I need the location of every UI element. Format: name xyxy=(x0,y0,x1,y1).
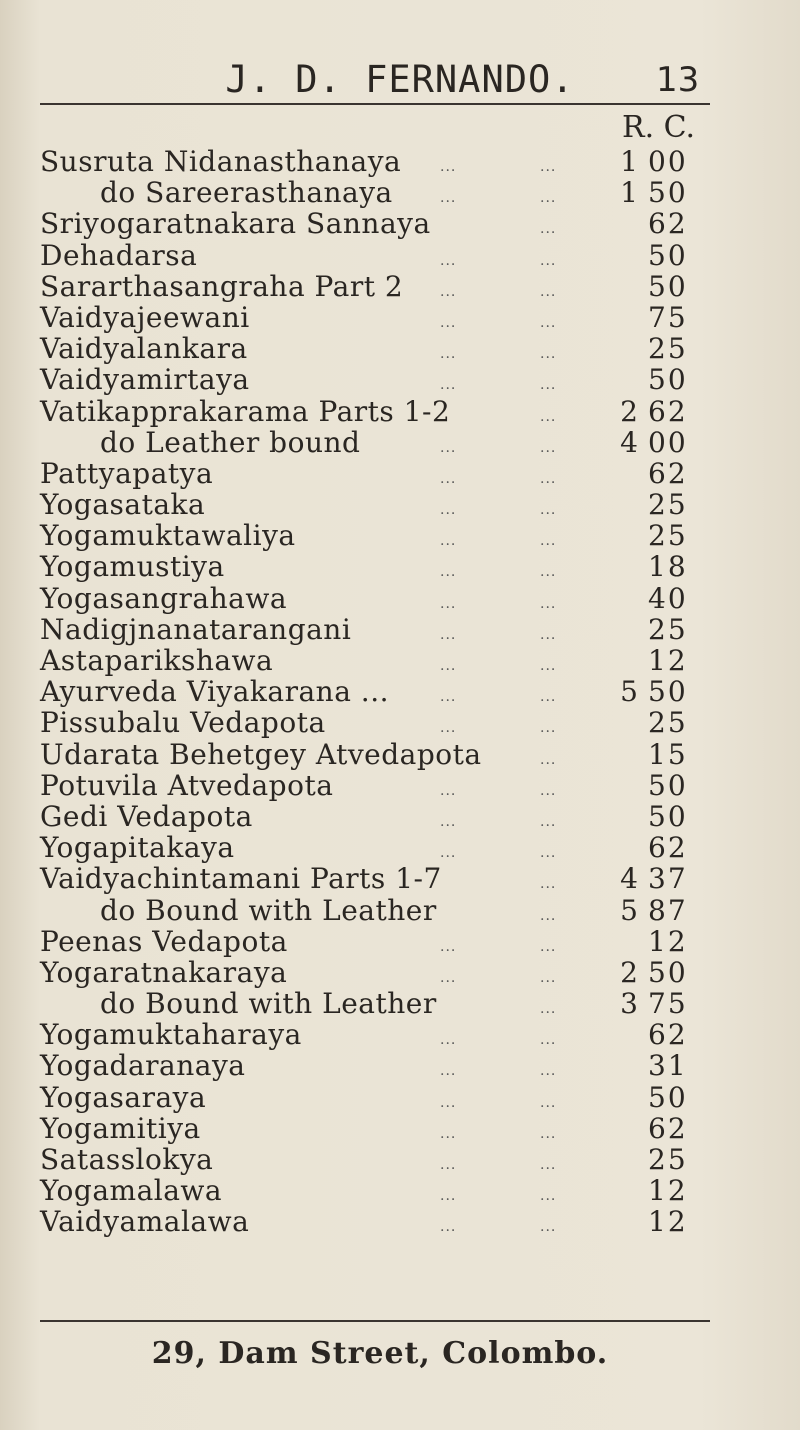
book-title: Yogasaraya xyxy=(40,1080,207,1114)
leader-dots: ... xyxy=(540,813,557,830)
price-rupees: 4 xyxy=(620,862,638,896)
leader-dots: ... xyxy=(540,377,557,394)
price-cents: 50 xyxy=(648,269,688,303)
price-list-row xyxy=(0,457,800,488)
price-list-row xyxy=(0,894,800,925)
price-rupees: 4 xyxy=(620,425,638,459)
page-header-title: J. D. FERNANDO. xyxy=(225,58,575,101)
price-cents: 50 xyxy=(648,176,688,210)
leader-dots: ... xyxy=(540,470,557,487)
leader-dots: ... xyxy=(440,938,457,955)
price-list-row xyxy=(0,145,800,176)
leader-dots: ... xyxy=(540,283,557,300)
leader-dots: ... xyxy=(440,1125,457,1142)
book-title: Vaidyachintamani Parts 1-7 xyxy=(40,862,442,896)
price-cents: 50 xyxy=(648,768,688,802)
price-cents: 40 xyxy=(648,581,688,615)
book-title: do Sareerasthanaya xyxy=(100,176,393,210)
book-title: Yogamustiya xyxy=(40,550,225,584)
price-cents: 37 xyxy=(648,862,688,896)
price-cents: 62 xyxy=(648,1018,688,1052)
leader-dots: ... xyxy=(540,1188,557,1205)
price-list-row xyxy=(0,270,800,301)
price-list-row xyxy=(0,1049,800,1083)
book-title: Vaidyalankara xyxy=(40,332,248,366)
price-list-row xyxy=(0,301,800,332)
leader-dots: ... xyxy=(440,533,457,550)
book-title: Nadigjnanatarangani xyxy=(40,612,352,646)
leader-dots: ... xyxy=(440,658,457,674)
leader-dots: ... xyxy=(540,1094,557,1111)
leader-dots: ... xyxy=(440,190,457,207)
leader-dots: ... xyxy=(540,782,557,799)
leader-dots: ... xyxy=(540,252,557,269)
price-list-row xyxy=(0,769,800,800)
leader-dots: ... xyxy=(440,439,457,456)
leader-dots: ... xyxy=(540,626,557,643)
leader-dots: ... xyxy=(440,720,457,737)
price-list-row xyxy=(0,987,800,1021)
leader-dots: ... xyxy=(440,595,457,612)
price-list-row xyxy=(0,862,800,896)
book-title: Dehadarsa xyxy=(40,238,198,272)
leader-dots: ... xyxy=(440,283,457,300)
book-title: Yogasataka xyxy=(40,488,206,522)
price-list-row xyxy=(0,644,800,675)
price-list-row xyxy=(0,1143,800,1174)
leader-dots: ... xyxy=(540,1125,557,1142)
price-list-row xyxy=(0,800,800,831)
leader-dots: ... xyxy=(440,314,457,331)
price-cents: 31 xyxy=(648,1049,688,1083)
price-cents: 62 xyxy=(648,394,688,428)
leader-dots: ... xyxy=(540,751,557,768)
top-rule-divider xyxy=(40,103,710,105)
price-cents: 12 xyxy=(648,924,688,958)
book-title: Ayurveda Viyakarana ... xyxy=(40,675,389,709)
price-rupees: 2 xyxy=(620,955,638,989)
price-list-row xyxy=(0,1081,800,1112)
leader-dots: ... xyxy=(540,720,557,737)
currency-column-heading: R. C. xyxy=(622,110,696,145)
leader-dots: ... xyxy=(440,470,457,487)
book-title: Yogamitiya xyxy=(40,1111,201,1145)
price-cents: 75 xyxy=(648,987,688,1021)
price-list-row xyxy=(0,706,800,740)
leader-dots: ... xyxy=(440,252,457,269)
price-cents: 50 xyxy=(648,363,688,397)
price-cents: 87 xyxy=(648,893,688,927)
book-title: Pattyapatya xyxy=(40,456,214,490)
leader-dots: ... xyxy=(540,533,557,550)
price-cents: 18 xyxy=(648,550,688,584)
leader-dots: ... xyxy=(540,845,557,862)
leader-dots: ... xyxy=(540,502,557,519)
leader-dots: ... xyxy=(440,346,457,363)
book-title: Yogamalawa xyxy=(40,1174,223,1208)
price-cents: 62 xyxy=(648,831,688,865)
book-title: Udarata Behetgey Atvedapota xyxy=(40,737,482,771)
price-cents: 50 xyxy=(648,238,688,272)
price-rupees: 5 xyxy=(620,893,638,927)
book-title: Yogamuktaharaya xyxy=(40,1018,302,1052)
price-list-row xyxy=(0,519,800,553)
price-rupees: 1 xyxy=(620,176,638,210)
leader-dots: ... xyxy=(540,595,557,612)
book-title: do Bound with Leather xyxy=(100,987,437,1021)
leader-dots: ... xyxy=(440,1157,457,1173)
book-title: Vatikapprakarama Parts 1-2 xyxy=(40,394,451,428)
leader-dots: ... xyxy=(440,377,457,394)
leader-dots: ... xyxy=(540,190,557,207)
price-list-row xyxy=(0,239,800,270)
price-list-row xyxy=(0,363,800,397)
leader-dots: ... xyxy=(440,1063,457,1080)
leader-dots: ... xyxy=(440,626,457,643)
book-title: Yogapitakaya xyxy=(40,831,235,865)
leader-dots: ... xyxy=(440,1032,457,1049)
price-cents: 12 xyxy=(648,1174,688,1208)
leader-dots: ... xyxy=(540,346,557,363)
leader-dots: ... xyxy=(540,969,557,986)
price-list-row xyxy=(0,1205,800,1239)
book-title: Sararthasangraha Part 2 xyxy=(40,269,404,303)
price-rupees: 3 xyxy=(620,987,638,1021)
bottom-rule-divider xyxy=(40,1320,710,1322)
price-list-row xyxy=(0,613,800,644)
book-title: Gedi Vedapota xyxy=(40,799,253,833)
price-list xyxy=(0,145,800,1237)
price-cents: 00 xyxy=(648,145,688,178)
leader-dots: ... xyxy=(540,408,557,425)
price-list-row xyxy=(0,738,800,769)
price-list-row xyxy=(0,1174,800,1208)
price-rupees: 5 xyxy=(620,675,638,709)
leader-dots: ... xyxy=(540,221,557,238)
leader-dots: ... xyxy=(440,845,457,862)
leader-dots: ... xyxy=(540,658,557,674)
price-list-row xyxy=(0,395,800,426)
price-cents: 62 xyxy=(648,1111,688,1145)
leader-dots: ... xyxy=(540,1001,557,1018)
leader-dots: ... xyxy=(440,1219,457,1236)
price-list-row xyxy=(0,1112,800,1143)
book-title: Vaidyamalawa xyxy=(40,1205,250,1239)
price-cents: 62 xyxy=(648,456,688,490)
price-cents: 75 xyxy=(648,300,688,334)
leader-dots: ... xyxy=(440,689,457,706)
leader-dots: ... xyxy=(440,502,457,519)
leader-dots: ... xyxy=(540,938,557,955)
price-cents: 12 xyxy=(648,1205,688,1239)
book-title: Potuvila Atvedapota xyxy=(40,768,334,802)
book-title: Peenas Vedapota xyxy=(40,924,288,958)
leader-dots: ... xyxy=(540,689,557,706)
price-cents: 50 xyxy=(648,955,688,989)
price-list-row xyxy=(0,488,800,522)
price-list-row xyxy=(0,207,800,241)
price-rupees: 1 xyxy=(620,145,638,178)
price-cents: 12 xyxy=(648,644,688,677)
price-cents: 25 xyxy=(648,1143,688,1176)
leader-dots: ... xyxy=(540,1157,557,1173)
price-cents: 50 xyxy=(648,675,688,709)
leader-dots: ... xyxy=(440,159,457,175)
leader-dots: ... xyxy=(540,314,557,331)
price-cents: 15 xyxy=(648,737,688,771)
book-title: Yogaratnakaraya xyxy=(40,955,288,989)
leader-dots: ... xyxy=(540,564,557,581)
price-list-row xyxy=(0,582,800,613)
leader-dots: ... xyxy=(540,907,557,924)
book-title: do Leather bound xyxy=(100,425,361,459)
price-cents: 25 xyxy=(648,706,688,740)
price-cents: 25 xyxy=(648,519,688,553)
price-list-row xyxy=(0,176,800,210)
price-cents: 25 xyxy=(648,332,688,366)
price-cents: 50 xyxy=(648,1080,688,1114)
leader-dots: ... xyxy=(540,1032,557,1049)
book-title: Yogadaranaya xyxy=(40,1049,246,1083)
price-cents: 62 xyxy=(648,207,688,241)
book-title: Sriyogaratnakara Sannaya xyxy=(40,207,431,241)
leader-dots: ... xyxy=(540,1063,557,1080)
book-title: Satasslokya xyxy=(40,1143,214,1176)
book-title: Astaparikshawa xyxy=(40,644,274,677)
price-list-row xyxy=(0,675,800,709)
leader-dots: ... xyxy=(440,969,457,986)
book-title: Vaidyamirtaya xyxy=(40,363,250,397)
leader-dots: ... xyxy=(440,782,457,799)
book-title: Yogamuktawaliya xyxy=(40,519,296,553)
leader-dots: ... xyxy=(440,1094,457,1111)
price-list-row xyxy=(0,956,800,987)
price-cents: 25 xyxy=(648,488,688,522)
price-cents: 25 xyxy=(648,612,688,646)
price-list-row xyxy=(0,831,800,865)
footer-address: 29, Dam Street, Colombo. xyxy=(151,1336,609,1371)
leader-dots: ... xyxy=(540,159,557,175)
leader-dots: ... xyxy=(440,564,457,581)
book-title: do Bound with Leather xyxy=(100,893,437,927)
leader-dots: ... xyxy=(540,1219,557,1236)
leader-dots: ... xyxy=(440,813,457,830)
price-list-row xyxy=(0,1018,800,1052)
price-rupees: 2 xyxy=(620,394,638,428)
price-cents: 50 xyxy=(648,799,688,833)
price-list-row xyxy=(0,925,800,956)
book-title: Susruta Nidanasthanaya xyxy=(40,145,402,178)
price-cents: 00 xyxy=(648,425,688,459)
leader-dots: ... xyxy=(540,876,557,893)
price-list-row xyxy=(0,332,800,366)
book-title: Pissubalu Vedapota xyxy=(40,706,326,740)
book-title: Yogasangrahawa xyxy=(40,581,288,615)
leader-dots: ... xyxy=(540,439,557,456)
leader-dots: ... xyxy=(440,1188,457,1205)
page-number: 13 xyxy=(656,60,700,100)
price-list-row xyxy=(0,426,800,457)
book-title: Vaidyajeewani xyxy=(40,300,250,334)
price-list-row xyxy=(0,550,800,584)
